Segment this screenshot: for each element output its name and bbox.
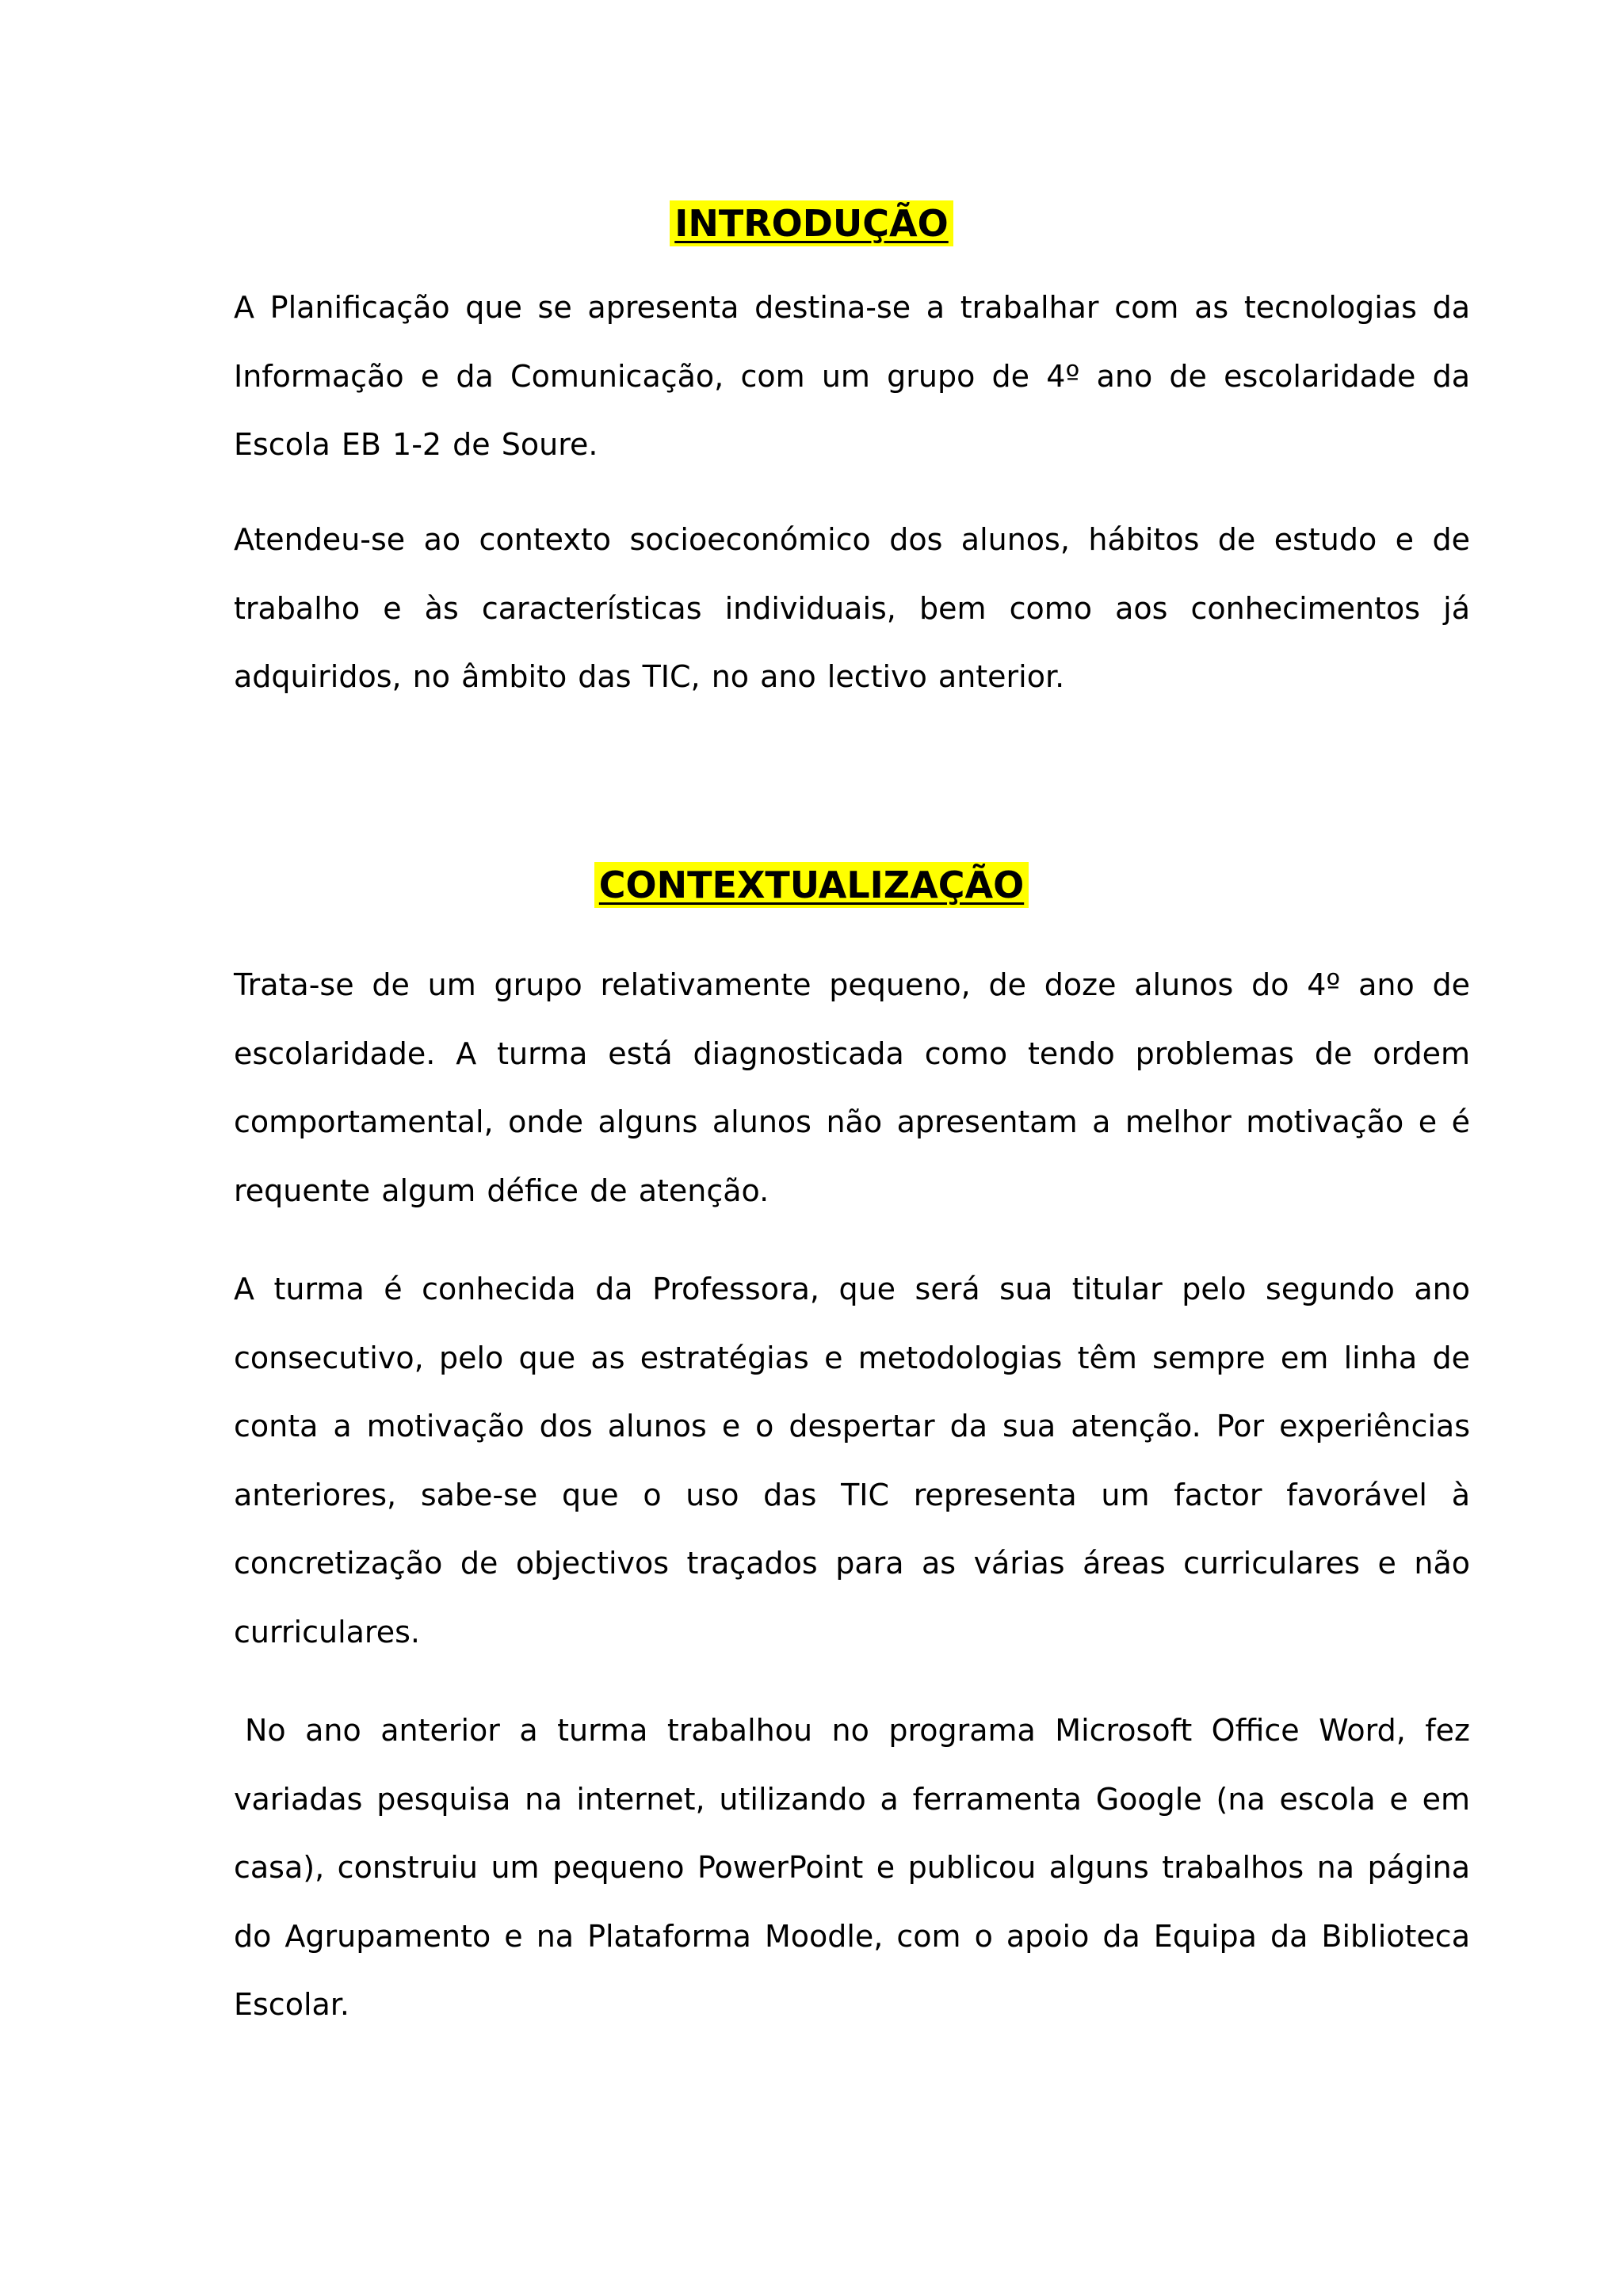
- paragraph: Trata-se de um grupo relativamente pequeno, de doze alunos do 4º ano de escolaridade. A turma está diagnosticada como tendo problemas de ordem comportamental, onde alguns alunos não apresentam a melhor motivação e é requente algum défice de atenção.: [234, 967, 1470, 1208]
- heading-text: CONTEXTUALIZAÇÃO: [594, 862, 1029, 908]
- paragraph: Atendeu-se ao contexto socioeconómico dos alunos, hábitos de estudo e de trabalho e às características individuais, bem como aos conhecimentos já adquiridos, no âmbito das TIC, no ano lectivo anterior.: [234, 522, 1470, 694]
- heading-text: INTRODUÇÃO: [670, 200, 953, 246]
- section-heading-introducao: [0, 195, 1623, 252]
- paragraph: No ano anterior a turma trabalhou no programa Microsoft Office Word, fez variadas pesquisa na internet, utilizando a ferramenta Google (na escola e em casa), construiu um pequeno PowerPoint e publicou alguns trabalhos na página do Agrupamento e na Plataforma Moodle, com o apoio da Equipa da Biblioteca Escolar.: [234, 1713, 1470, 2022]
- paragraph: A Planificação que se apresenta destina-se a trabalhar com as tecnologias da Informação e da Comunicação, com um grupo de 4º ano de escolaridade da Escola EB 1-2 de Soure.: [234, 290, 1470, 462]
- section-heading-contextualizacao: [0, 856, 1623, 913]
- paragraph: A turma é conhecida da Professora, que será sua titular pelo segundo ano consecutivo, pelo que as estratégias e metodologias têm sempre em linha de conta a motivação dos alunos e o despertar da sua atenção. Por experiências anteriores, sabe-se que o uso das TIC representa um factor favorável à concretização de objectivos traçados para as várias áreas curriculares e não curriculares.: [234, 1272, 1470, 1650]
